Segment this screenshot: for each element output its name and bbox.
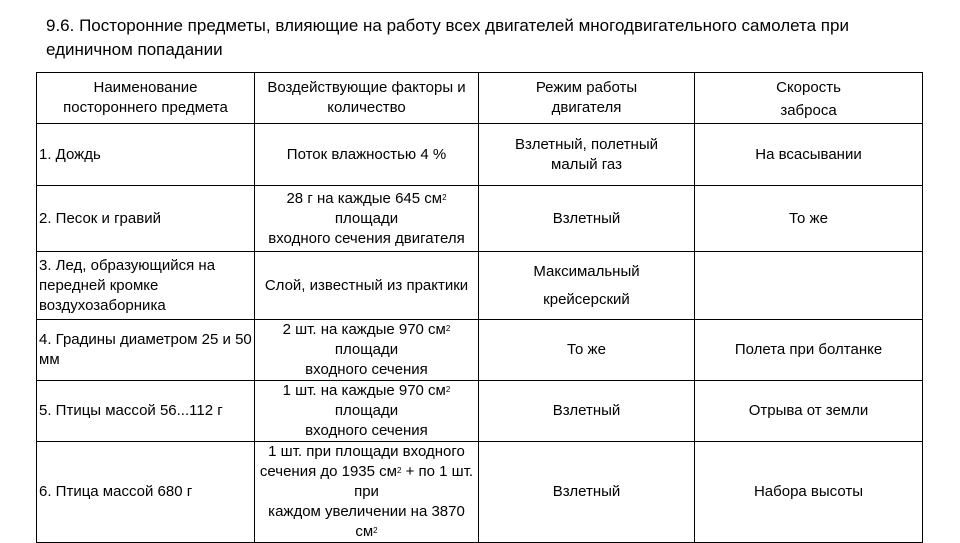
header-factors	[255, 73, 479, 124]
table-header-row	[37, 73, 923, 124]
cell-object-name: 6. Птица массой 680 г	[37, 442, 255, 543]
cell-factor	[255, 442, 479, 543]
cell-text-part: площади	[334, 341, 399, 358]
cell-text: крейсерский	[543, 290, 630, 308]
header-text: Режим работы	[535, 79, 638, 96]
cell-text	[257, 462, 476, 502]
cell-text: входного сечения двигателя	[268, 229, 465, 247]
cell-text-part: 28 г на каждые 645 см	[286, 189, 443, 207]
cell-factor: Слой, известный из практики	[255, 252, 479, 320]
table-row	[37, 381, 923, 442]
cell-text: входного сечения	[305, 361, 428, 378]
header-engine-mode	[479, 73, 695, 124]
cell-object-name: 1. Дождь	[37, 124, 255, 186]
cell-mode	[479, 124, 695, 186]
superscript: 2	[373, 526, 378, 535]
cell-object-name: 4. Градины диаметром 25 и 50 мм	[37, 320, 255, 381]
cell-speed: То же	[695, 186, 923, 252]
table-row	[37, 320, 923, 381]
header-text: Воздействующие факторы и	[267, 79, 466, 96]
cell-text-part: сечения до 1935 см	[259, 463, 397, 480]
cell-text: 1 шт. при площади входного	[268, 443, 465, 460]
cell-object-name: 2. Песок и гравий	[37, 186, 255, 252]
header-object-name	[37, 73, 255, 124]
cell-factor: Поток влажностью 4 %	[255, 124, 479, 186]
cell-speed: Отрыва от земли	[695, 381, 923, 442]
cell-speed	[695, 252, 923, 320]
header-text: двигателя	[551, 99, 622, 116]
table-row	[37, 252, 923, 320]
cell-factor	[255, 381, 479, 442]
superscript: 2	[396, 466, 402, 475]
header-text: Скорость	[776, 79, 841, 96]
cell-mode: Взлетный	[479, 381, 695, 442]
cell-text: Максимальный	[533, 262, 640, 280]
header-text: постороннего предмета	[63, 99, 228, 116]
cell-text-part: 1 шт. на каждые 970 см	[282, 382, 446, 399]
cell-factor	[255, 320, 479, 381]
superscript: 2	[442, 192, 447, 202]
header-text: количество	[327, 99, 406, 116]
cell-mode: Взлетный	[479, 442, 695, 543]
superscript: 2	[445, 385, 451, 394]
table-row	[37, 442, 923, 543]
cell-text-part: + по 1 шт. при	[354, 463, 474, 500]
cell-text	[257, 381, 476, 421]
cell-speed: Набора высоты	[695, 442, 923, 543]
header-text: заброса	[780, 102, 837, 119]
cell-text	[257, 320, 476, 360]
cell-text-part: площади	[334, 209, 399, 227]
cell-text-part: каждом увеличении на 3870 см	[268, 503, 465, 540]
header-text: Наименование	[93, 79, 198, 96]
header-injection-speed	[695, 73, 923, 124]
cell-text-part: 2 шт. на каждые 970 см	[282, 321, 446, 338]
table-row	[37, 124, 923, 186]
cell-text: малый газ	[551, 155, 622, 173]
cell-speed: На всасывании	[695, 124, 923, 186]
cell-speed: Полета при болтанке	[695, 320, 923, 381]
foreign-objects-table	[36, 72, 923, 543]
cell-text: входного сечения	[305, 422, 428, 439]
superscript: 2	[445, 324, 451, 333]
page-title: 9.6. Посторонние предметы, влияющие на работу всех двигателей многодвигательного самолета при единичном попадании	[46, 16, 849, 59]
cell-object-name: 3. Лед, образующийся на передней кромке воздухозаборника	[37, 252, 255, 320]
cell-object-name: 5. Птицы массой 56...112 г	[37, 381, 255, 442]
cell-mode: То же	[479, 320, 695, 381]
cell-mode: Взлетный	[479, 186, 695, 252]
cell-text	[257, 189, 476, 229]
cell-text: Взлетный, полетный	[514, 135, 658, 153]
table-row	[37, 186, 923, 252]
cell-text	[257, 502, 476, 542]
cell-factor	[255, 186, 479, 252]
cell-text-part: площади	[334, 402, 399, 419]
cell-mode	[479, 252, 695, 320]
